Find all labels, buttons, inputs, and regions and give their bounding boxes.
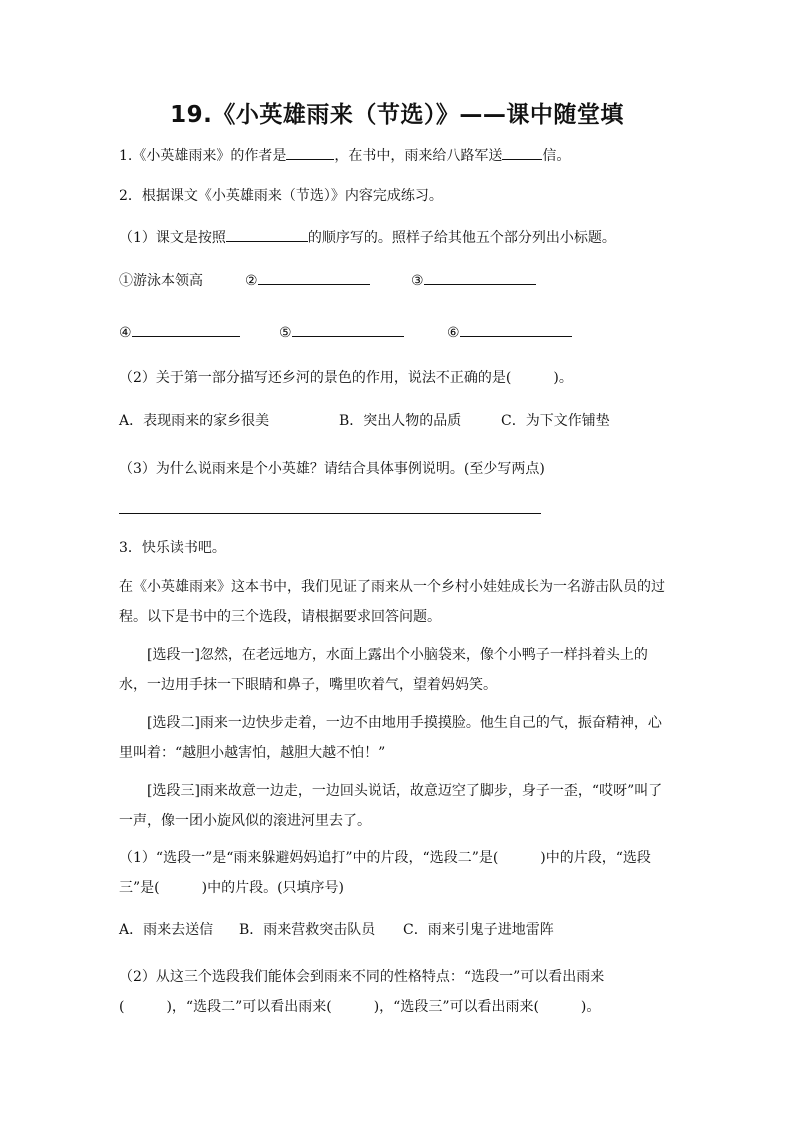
q1-author-blank[interactable] — [286, 145, 334, 160]
q3-sub2: （2）从这三个选段我们能体会到雨来不同的性格特点：“选段一”可以看出雨来( )，“选段二”可以看出雨来( )，“选段三”可以看出雨来( )。 — [119, 969, 605, 1015]
part-1-label: ①游泳本领高 — [119, 273, 203, 289]
q2-option-b[interactable]: B．突出人物的品质 — [339, 413, 462, 429]
q3-intro: 在《小英雄雨来》这本书中，我们见证了雨来从一个乡村小娃娃成长为一名游击队员的过程。以下是书中的三个选段，请根据要求回答问题。 — [119, 579, 665, 625]
q3-option-a[interactable]: A．雨来去送信 — [119, 922, 214, 938]
q3-excerpt-1: [选段一]忽然，在老远地方，水面上露出个小脑袋来，像个小鸭子一样抖着头上的水，一边用手抹一下眼睛和鼻子，嘴里吹着气，望着妈妈笑。 — [119, 647, 648, 693]
q3-excerpt-2: [选段二]雨来一边快步走着，一边不由地用手摸摸脸。他生自己的气，振奋精神，心里叫着：“越胆小越害怕，越胆大越不怕！” — [119, 715, 662, 761]
q2-sub1-after: 的顺序写的。照样子给其他五个部分列出小标题。 — [307, 230, 616, 246]
q3-option-c[interactable]: C．雨来引鬼子进地雷阵 — [403, 922, 554, 938]
subtitle-row-2 — [119, 322, 572, 343]
part-4-label: ④ — [119, 325, 132, 341]
page-title: 19.《小英雄雨来（节选）》——课中随堂填 — [170, 102, 624, 128]
part-2-blank[interactable] — [258, 270, 370, 285]
part-6-label: ⑥ — [447, 325, 460, 341]
q2-order-blank[interactable] — [226, 227, 308, 242]
q2-option-c[interactable]: C．为下文作铺垫 — [501, 413, 610, 429]
q1-text-after: 信。 — [542, 148, 571, 164]
part-2-slot — [245, 270, 411, 291]
part-3-blank[interactable] — [424, 270, 536, 285]
q2-sub2: （2）关于第一部分描写还乡河的景色的作用，说法不正确的是( )。 — [119, 370, 573, 386]
part-5-blank[interactable] — [292, 322, 404, 337]
question-2-heading: 2．根据课文《小英雄雨来（节选）》内容完成练习。 — [119, 188, 443, 204]
part-6-slot — [447, 322, 572, 343]
question-3-heading: 3．快乐读书吧。 — [119, 540, 226, 556]
part-5-slot — [279, 322, 447, 343]
part-3-label: ③ — [411, 273, 424, 289]
q2-sub1-before: （1）课文是按照 — [119, 230, 226, 246]
q1-text-before: 1.《小英雄雨来》的作者是 — [119, 148, 287, 164]
part-2-label: ② — [245, 273, 258, 289]
part-6-blank[interactable] — [460, 322, 572, 337]
q2-sub3: （3）为什么说雨来是个小英雄？请结合具体事例说明。(至少写两点) — [119, 461, 545, 477]
q1-letter-count-blank[interactable] — [502, 145, 542, 160]
q2-options — [119, 411, 610, 431]
q3-option-b[interactable]: B．雨来营救突击队员 — [239, 922, 376, 938]
part-4-slot — [119, 322, 279, 343]
part-5-label: ⑤ — [279, 325, 292, 341]
q3-excerpt-3: [选段三]雨来故意一边走，一边回头说话，故意迈空了脚步，身子一歪，“哎呀”叫了一声，像一团小旋风似的滚进河里去了。 — [119, 783, 663, 829]
q1-text-middle: ，在书中，雨来给八路军送 — [334, 148, 503, 164]
q2-sub1 — [119, 227, 616, 248]
q3-sub1: （1）“选段一”是“雨来躲避妈妈追打”中的片段，“选段二”是( )中的片段，“选段三”是( )中的片段。(只填序号) — [119, 850, 651, 896]
subtitle-row-1 — [119, 270, 536, 291]
part-3-slot — [411, 270, 536, 291]
part-4-blank[interactable] — [132, 322, 240, 337]
q2-option-a[interactable]: A．表现雨来的家乡很美 — [119, 413, 270, 429]
question-1 — [119, 145, 570, 166]
q2-answer-line[interactable] — [119, 513, 541, 514]
q3-options — [119, 920, 554, 940]
